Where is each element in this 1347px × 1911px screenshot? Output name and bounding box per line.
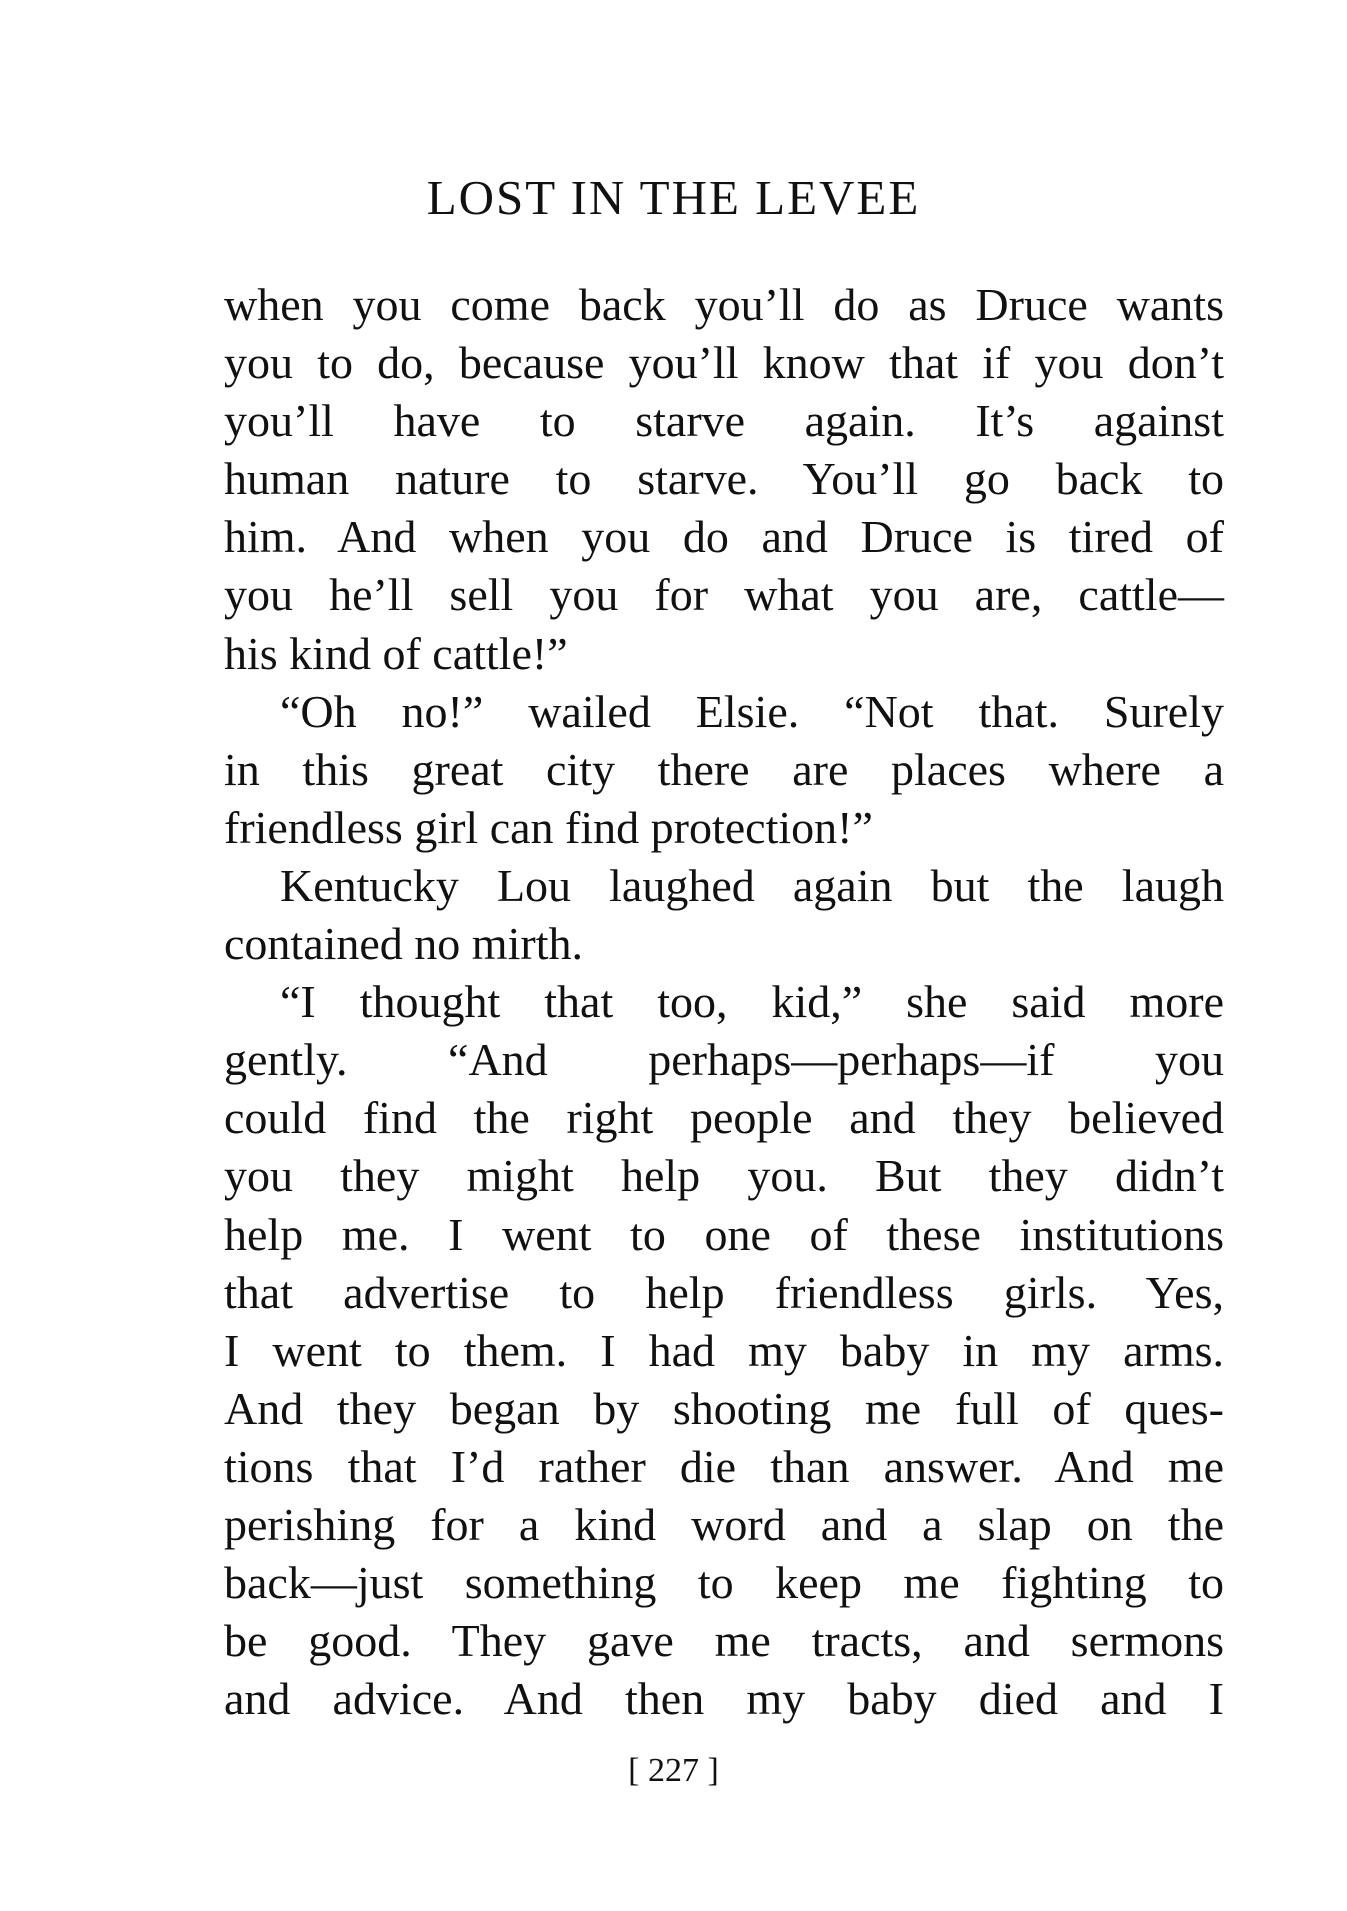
text-line: I went to them. I had my baby in my arms. — [224, 1324, 1224, 1376]
text-line: in this great city there are places where a — [224, 743, 1224, 795]
text-line: “I thought that too, kid,” she said more — [280, 976, 1224, 1028]
text-line: gently. “And perhaps—perhaps—if you — [224, 1034, 1224, 1086]
text-line: contained no mirth. — [224, 918, 583, 970]
text-line: him. And when you do and Druce is tired of — [224, 511, 1224, 563]
text-line: you he’ll sell you for what you are, cattle— — [224, 569, 1224, 621]
text-line: perishing for a kind word and a slap on the — [224, 1498, 1224, 1550]
text-line: friendless girl can find protection!” — [224, 801, 873, 853]
text-line: you they might help you. But they didn’t — [224, 1150, 1224, 1202]
body-text — [224, 276, 1224, 1728]
running-head: LOST IN THE LEVEE — [426, 170, 921, 225]
text-line: could find the right people and they believed — [224, 1092, 1224, 1144]
text-line: Kentucky Lou laughed again but the laugh — [280, 859, 1224, 911]
text-line: be good. They gave me tracts, and sermons — [224, 1615, 1224, 1667]
text-line: his kind of cattle!” — [224, 627, 568, 679]
text-line: tions that I’d rather die than answer. And me — [224, 1440, 1224, 1492]
text-line: human nature to starve. You’ll go back to — [224, 453, 1224, 505]
text-line: when you come back you’ll do as Druce wants — [224, 279, 1224, 330]
text-line: “Oh no!” wailed Elsie. “Not that. Surely — [280, 685, 1224, 737]
text-line: that advertise to help friendless girls. Yes, — [224, 1266, 1224, 1318]
text-line: you to do, because you’ll know that if you don’t — [224, 337, 1224, 389]
text-line: help me. I went to one of these institutions — [224, 1208, 1224, 1260]
text-line: and advice. And then my baby died and I — [224, 1673, 1224, 1725]
text-line: back—just something to keep me fighting to — [224, 1557, 1224, 1609]
page-number: [ 227 ] — [628, 1752, 719, 1789]
text-line: And they began by shooting me full of ques- — [224, 1382, 1224, 1434]
text-line: you’ll have to starve again. It’s against — [224, 395, 1224, 447]
